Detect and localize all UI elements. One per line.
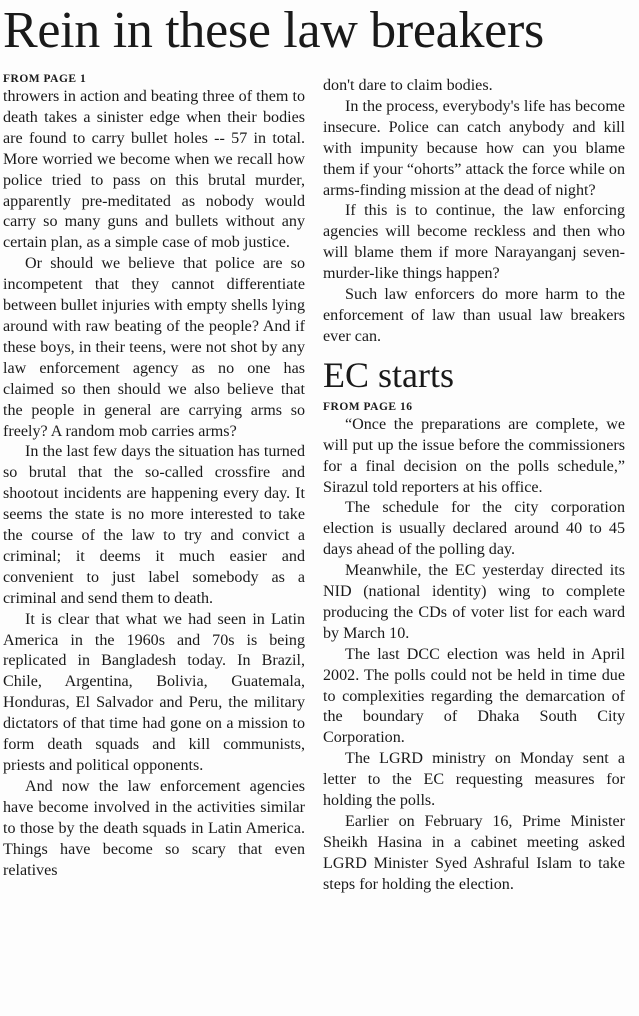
article2-paragraph: The last DCC election was held in April 2002. The polls could not be held in time due to complexities regarding the demarcation of the boundary of Dhaka South City Corporation.	[323, 645, 625, 747]
article1-body-left	[3, 87, 305, 881]
article2-paragraph: The schedule for the city corporation election is usually declared around 40 to 45 days ahead of the polling day.	[323, 499, 625, 559]
article2-paragraph: Earlier on February 16, Prime Minister Sheikh Hasina in a cabinet meeting asked LGRD Minister Syed Ashraful Islam to take steps for holding the election.	[323, 813, 625, 893]
article1-paragraph: It is clear that what we had seen in Latin America in the 1960s and 70s is being replicated in Bangladesh today. In Brazil, Chile, Argentina, Bolivia, Guatemala, Honduras, El Salvador and Peru, the military dictators of that time had gone on a mission to form death squads and kill communists, priests and political opponents.	[3, 610, 305, 774]
article2-kicker: FROM PAGE 16	[323, 400, 413, 413]
article1-paragraph: If this is to continue, the law enforcing agencies will become reckless and then who will blame them if more Narayanganj seven-murder-like things happen?	[323, 202, 625, 283]
article1-paragraph: Or should we believe that police are so incompetent that they cannot differentiate between bullet injuries with empty shells lying around with raw beating of the people? And if these boys, in their teens, were not shot by any law enforcement agency as no one has claimed so then should we also believe that the people in general are carrying arms so freely? A random mob carries arms?	[3, 255, 305, 440]
headline: Rein in these law breakers	[3, 2, 544, 59]
article2-title: EC starts	[323, 354, 454, 395]
article1-paragraph: In the last few days the situation has turned so brutal that the so-called crossfire and shootout incidents are happening every day. It seems the state is no more interested to take the course of the law to try and convict a criminal; it deems it much easier and convenient to just label somebody as a criminal and send them to death.	[3, 443, 305, 607]
article2-body	[323, 415, 625, 896]
article1-paragraph: throwers in action and beating three of them to death takes a sinister edge when their bodies are found to carry bullet holes -- 57 in total. More worried we become when we recall how police tried to pass on this brutal murder, apparently pre-meditated as nobody would carry so many guns and bullets without any certain plan, as a simple case of mob justice.	[3, 88, 305, 252]
article2-paragraph: The LGRD ministry on Monday sent a letter to the EC requesting measures for holding the polls.	[323, 750, 625, 810]
article1-body-right	[323, 76, 625, 348]
article1-paragraph: don't dare to claim bodies.	[323, 77, 493, 94]
right-column	[323, 72, 625, 896]
left-column	[3, 72, 305, 881]
article1-paragraph: Such law enforcers do more harm to the enforcement of law than usual law breakers ever can.	[323, 286, 625, 345]
article2-paragraph: Meanwhile, the EC yesterday directed its NID (national identity) wing to complete producing the CDs of voter list for each ward by March 10.	[323, 562, 625, 642]
article2-paragraph: “Once the preparations are complete, we will put up the issue before the commissioners for a final decision on the polls schedule,” Sirazul told reporters at his office.	[323, 415, 625, 496]
article1-paragraph: In the process, everybody's life has become insecure. Police can catch anybody and kill with impunity because how can you blame them if your “ohorts” attack the force while on arms-finding mission at the dead of night?	[323, 97, 625, 199]
article1-paragraph: And now the law enforcement agencies have become involved in the activities similar to those by the death squads in Latin America. Things have become so scary that even relatives	[3, 777, 305, 879]
article1-kicker: FROM PAGE 1	[3, 73, 87, 85]
